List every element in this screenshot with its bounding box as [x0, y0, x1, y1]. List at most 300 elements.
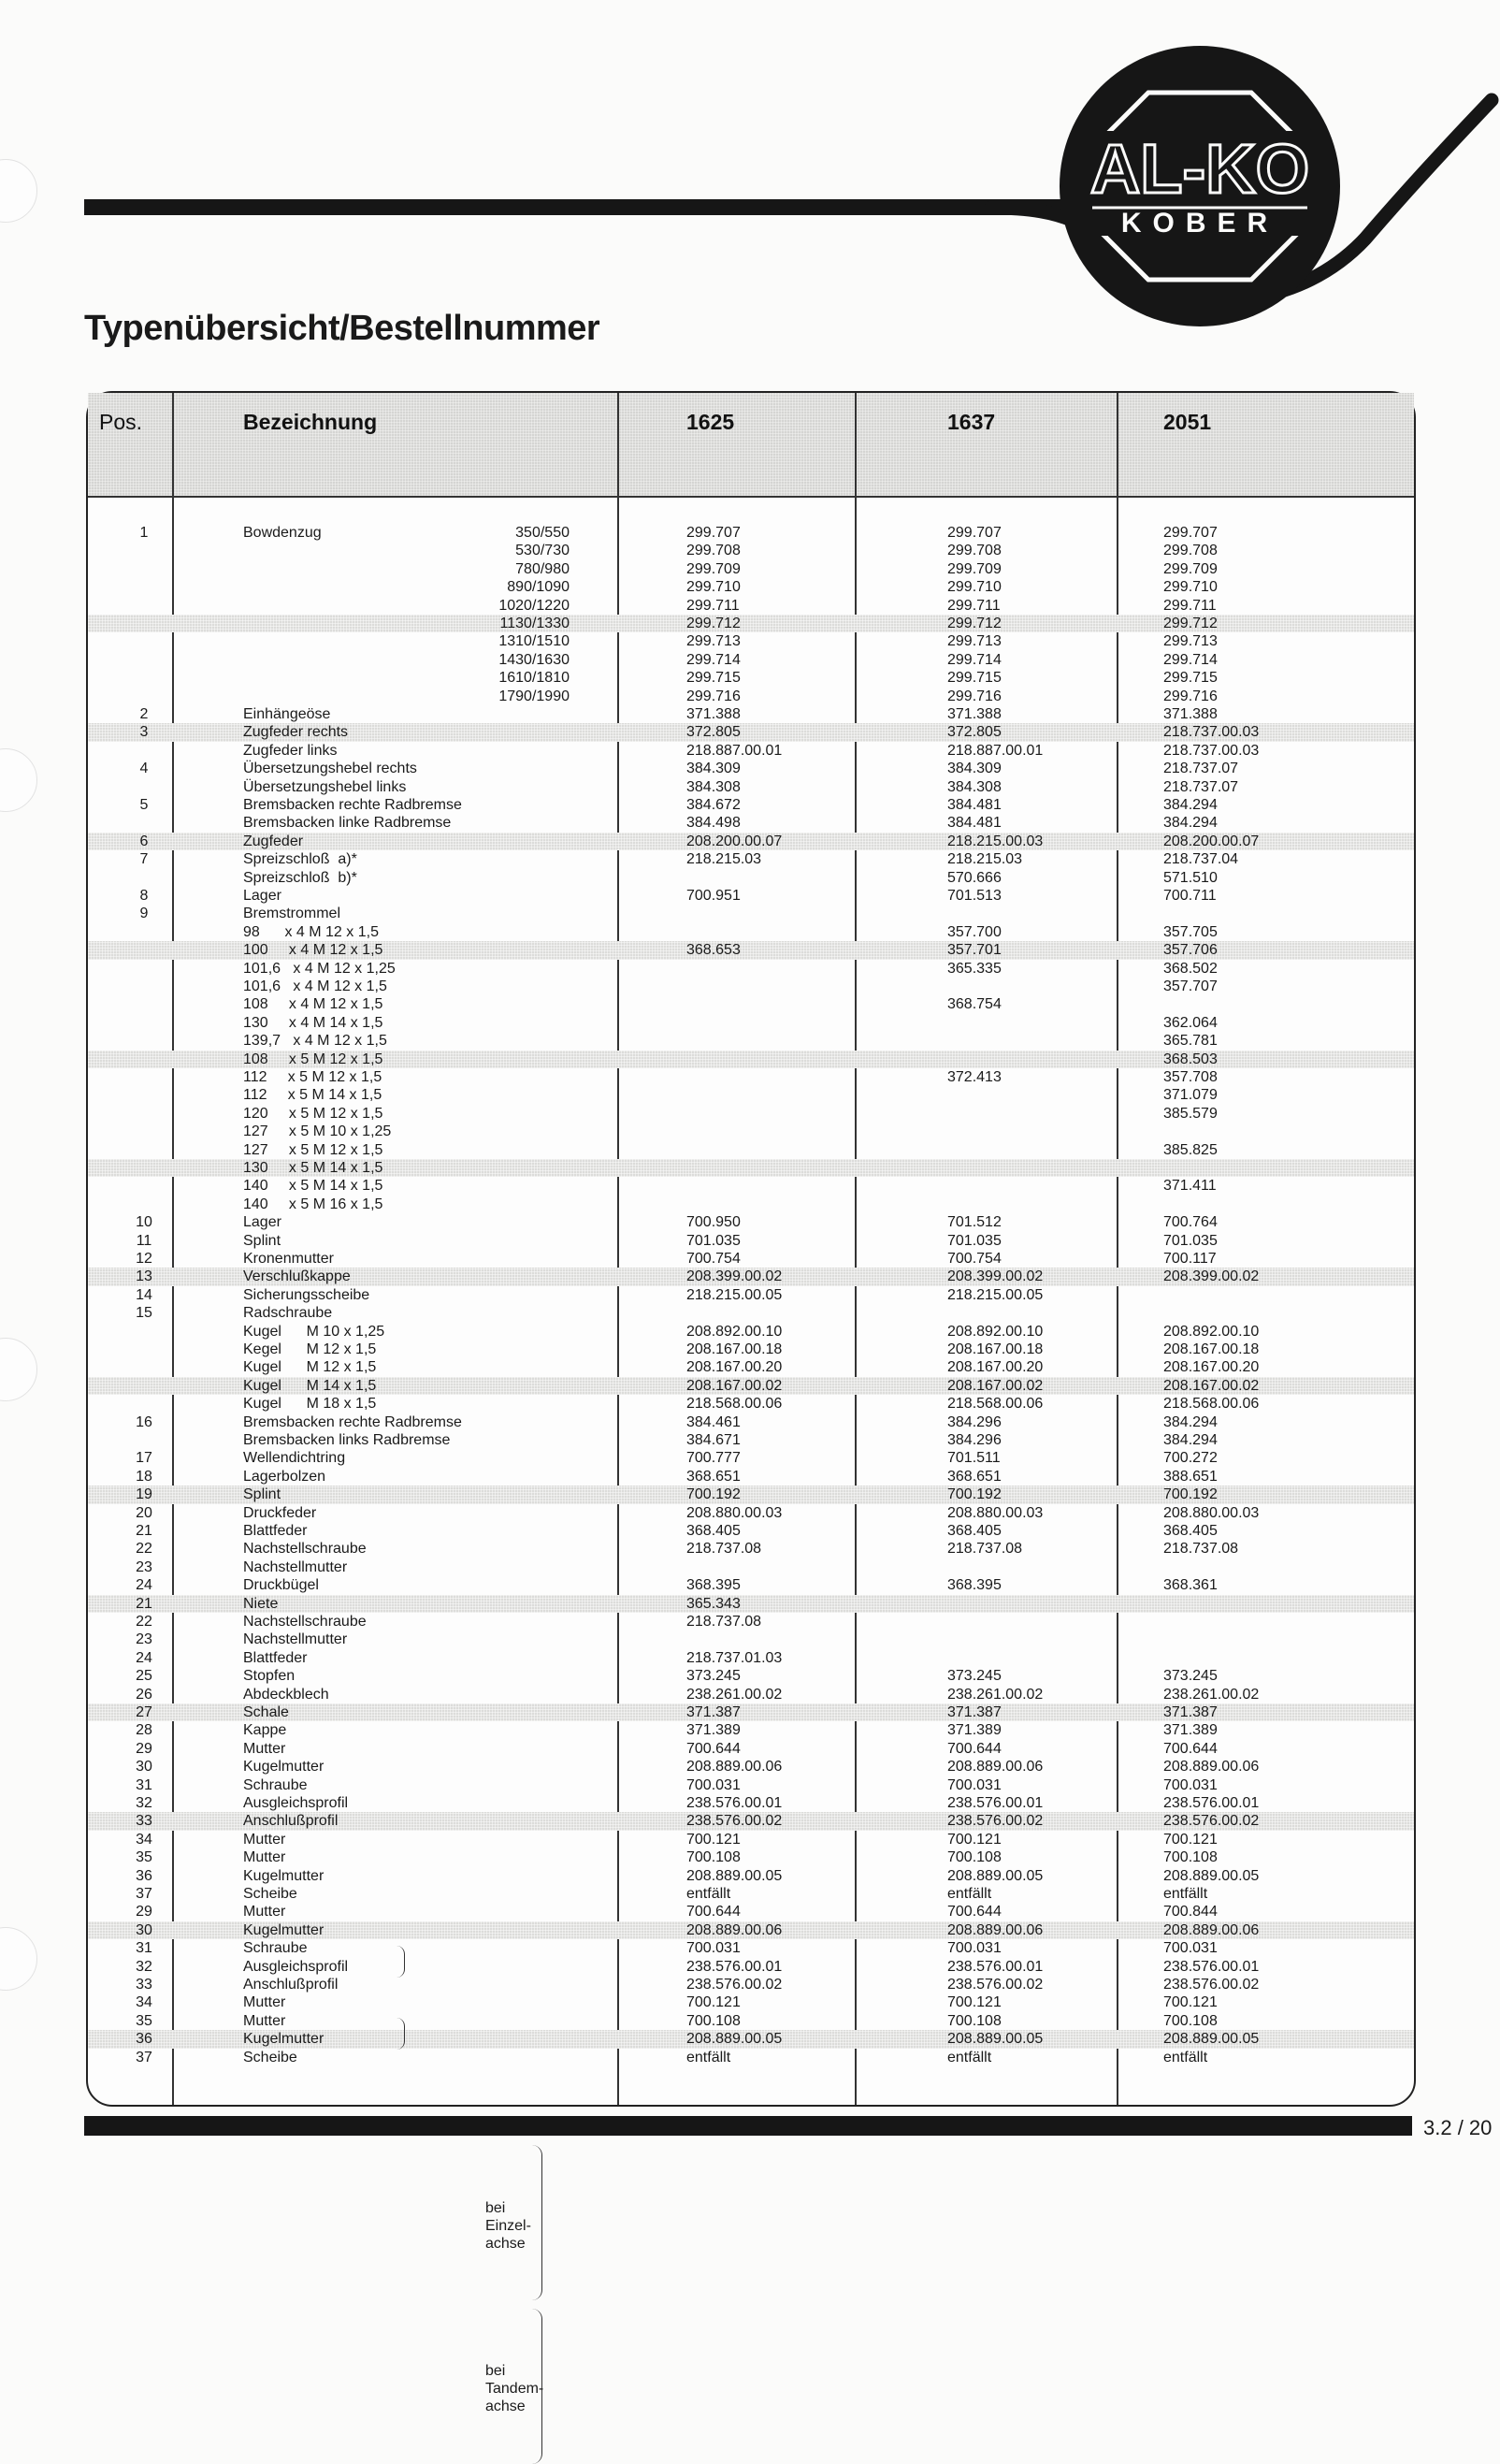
cell-c: 208.880.00.03 [1163, 1504, 1260, 1521]
cell-b: entfällt [947, 2049, 992, 2065]
cell-b: 299.716 [947, 688, 1002, 704]
table-row [88, 1431, 1414, 1449]
cell-pos: 36 [136, 2031, 152, 2048]
cell-a: 373.245 [686, 1668, 741, 1685]
cell-a: 299.712 [686, 616, 741, 631]
cell-a: 299.708 [686, 543, 741, 559]
cell-b: 371.388 [947, 706, 1002, 722]
table-row [88, 669, 1414, 687]
page-number: 3.2 / 20 [1423, 2116, 1493, 2139]
table-row [88, 1086, 1414, 1104]
cell-a: 700.031 [686, 1776, 741, 1793]
cell-pos: 5 [139, 797, 149, 813]
cell-b: 384.308 [947, 778, 1002, 795]
table-row [88, 1576, 1414, 1594]
cell-name: Bowdenzug [243, 525, 322, 541]
cell-c: 384.294 [1163, 1413, 1218, 1430]
cell-c: 218.737.07 [1163, 778, 1239, 795]
brace [532, 2145, 542, 2300]
table-row [88, 2012, 1414, 2030]
cell-name: Abdeckblech [243, 1686, 329, 1703]
cell-c: 700.108 [1163, 2012, 1218, 2029]
cell-a: 700.108 [686, 2012, 741, 2029]
cell-c: 357.705 [1163, 923, 1218, 940]
cell-a: 208.880.00.03 [686, 1504, 783, 1521]
cell-pos: 12 [136, 1251, 152, 1267]
cell-c: 299.710 [1163, 579, 1218, 596]
cell-b: 299.709 [947, 560, 1002, 577]
cell-b: 371.387 [947, 1704, 1002, 1720]
cell-c: 208.167.00.02 [1163, 1377, 1260, 1394]
cell-b: 208.399.00.02 [947, 1268, 1044, 1285]
cell-c: 299.707 [1163, 525, 1218, 541]
table-row [88, 542, 1414, 559]
cell-c: 299.712 [1163, 616, 1218, 631]
cell-b: 218.215.03 [947, 851, 1023, 868]
cell-pos: 11 [136, 1232, 152, 1249]
cell-b: 299.711 [947, 597, 1001, 614]
cell-c: 700.121 [1163, 1994, 1218, 2011]
cell-a: 238.576.00.01 [686, 1795, 783, 1811]
alko-kober-logo [1055, 41, 1345, 331]
cell-name: Schale [243, 1704, 289, 1720]
cell-name: Kugelmutter [243, 1759, 325, 1776]
cell-c: 299.709 [1163, 560, 1218, 577]
cell-b: 384.296 [947, 1413, 1002, 1430]
cell-name: Einhängeöse [243, 706, 331, 722]
cell-name: Nachstellschraube [243, 1541, 367, 1558]
cell-a: 208.889.00.06 [686, 1759, 783, 1776]
table-row [88, 578, 1414, 596]
table-row [88, 833, 1414, 850]
cell-c: 371.387 [1163, 1704, 1218, 1720]
table-row [88, 1595, 1414, 1613]
cell-a: 208.889.00.05 [686, 2031, 783, 2048]
cell-c: 700.108 [1163, 1849, 1218, 1866]
table-row [88, 850, 1414, 868]
table-row [88, 960, 1414, 978]
cell-name: Anschlußprofil [243, 1813, 339, 1830]
table-row [88, 814, 1414, 832]
cell-a: 218.568.00.06 [686, 1396, 783, 1413]
table-row [88, 742, 1414, 760]
table-row [88, 2049, 1414, 2066]
cell-a: 299.714 [686, 651, 741, 668]
cell-c: 238.576.00.01 [1163, 1958, 1260, 1975]
cell-a: 218.737.08 [686, 1614, 762, 1630]
cell-a: 700.192 [686, 1486, 741, 1503]
cell-c: 218.737.00.03 [1163, 724, 1260, 741]
cell-a: 208.167.00.02 [686, 1377, 783, 1394]
cell-a: 208.200.00.07 [686, 833, 783, 849]
cell-pos: 10 [136, 1214, 152, 1231]
cell-b: 299.712 [947, 616, 1002, 631]
cell-name: Kugelmutter [243, 2031, 325, 2048]
cell-pos: 24 [136, 1577, 152, 1594]
cell-name: Mutter [243, 2012, 286, 2029]
cell-c: 384.294 [1163, 797, 1218, 813]
cell-c: 208.889.00.05 [1163, 2031, 1260, 2048]
cell-name: 112 x 5 M 12 x 1,5 [243, 1069, 382, 1085]
cell-a: 208.399.00.02 [686, 1268, 783, 1285]
cell-pos: 30 [136, 1921, 152, 1938]
table-row [88, 1758, 1414, 1776]
punch-hole [0, 1338, 37, 1401]
cell-pos: 7 [139, 851, 149, 868]
cell-c: 218.737.04 [1163, 851, 1239, 868]
cell-pos: 32 [136, 1958, 152, 1975]
cell-name: Wellendichtring [243, 1450, 346, 1467]
cell-a: 700.754 [686, 1251, 741, 1267]
cell-b: 700.644 [947, 1904, 1002, 1920]
cell-c: 700.117 [1163, 1251, 1217, 1267]
cell-c: 385.579 [1163, 1105, 1218, 1122]
cell-pos: 19 [136, 1486, 152, 1503]
cell-name: Bremsbacken linke Radbremse [243, 815, 452, 832]
table-row [88, 1032, 1414, 1050]
note-einzel-3: achse [485, 2236, 526, 2252]
table-row [88, 651, 1414, 669]
cell-a: 700.950 [686, 1214, 741, 1231]
cell-name: Anschlußprofil [243, 1977, 339, 1993]
cell-c: 368.502 [1163, 960, 1218, 977]
cell-size: 1020/1220 [498, 597, 570, 614]
cell-pos: 22 [136, 1614, 152, 1630]
cell-name: Kugel M 12 x 1,5 [243, 1359, 377, 1376]
table-row [88, 1068, 1414, 1086]
cell-c: 299.708 [1163, 543, 1218, 559]
table-row [88, 1051, 1414, 1068]
cell-pos: 16 [136, 1413, 152, 1430]
table-row [88, 1250, 1414, 1268]
cell-c: 371.389 [1163, 1722, 1218, 1739]
cell-c: 700.121 [1163, 1831, 1218, 1848]
cell-pos: 14 [136, 1286, 152, 1303]
table-row [88, 1268, 1414, 1285]
cell-b: 238.576.00.01 [947, 1958, 1044, 1975]
cell-name: 108 x 5 M 12 x 1,5 [243, 1051, 383, 1067]
cell-a: 208.892.00.10 [686, 1323, 783, 1340]
cell-b: 700.121 [947, 1831, 1002, 1848]
cell-a: 384.671 [686, 1432, 741, 1448]
header-divider [88, 496, 1414, 498]
cell-name: Bremsbacken rechte Radbremse [243, 797, 462, 813]
cell-a: 299.713 [686, 633, 741, 650]
cell-c: 238.576.00.02 [1163, 1977, 1260, 1993]
cell-pos: 2 [139, 706, 149, 722]
page-title: Typenübersicht/Bestellnummer [84, 309, 600, 348]
cell-pos: 21 [136, 1523, 152, 1539]
cell-a: 299.710 [686, 579, 741, 596]
cell-a: 368.395 [686, 1577, 741, 1594]
cell-name: Schraube [243, 1940, 308, 1957]
cell-name: Stopfen [243, 1668, 296, 1685]
cell-b: 372.805 [947, 724, 1002, 741]
cell-c: 371.079 [1163, 1087, 1218, 1104]
cell-name: Lager [243, 1214, 281, 1231]
cell-a: 218.887.00.01 [686, 742, 783, 759]
cell-c: 700.844 [1163, 1904, 1218, 1920]
table-row [88, 2030, 1414, 2048]
table-row [88, 1286, 1414, 1304]
cell-a: 208.889.00.05 [686, 1867, 783, 1884]
cell-a: 299.707 [686, 525, 741, 541]
table-row [88, 778, 1414, 796]
cell-a: 371.388 [686, 706, 741, 722]
cell-b: 208.889.00.06 [947, 1921, 1044, 1938]
table-row [88, 1703, 1414, 1721]
table-row [88, 597, 1414, 615]
cell-b: 238.576.00.02 [947, 1813, 1044, 1830]
cell-b: 299.714 [947, 651, 1002, 668]
cell-c: 208.167.00.20 [1163, 1359, 1260, 1376]
cell-name: Spreizschloß a)* [243, 851, 357, 868]
cell-b: 238.576.00.01 [947, 1795, 1044, 1811]
cell-c: 388.651 [1163, 1468, 1218, 1485]
cell-a: 218.215.00.05 [686, 1286, 783, 1303]
cell-name: Mutter [243, 1904, 286, 1920]
table-row [88, 1721, 1414, 1739]
cell-pos: 21 [136, 1595, 152, 1612]
cell-name: 98 x 4 M 12 x 1,5 [243, 923, 379, 940]
cell-b: 208.167.00.02 [947, 1377, 1044, 1394]
cell-c: 299.713 [1163, 633, 1218, 650]
cell-a: 238.576.00.01 [686, 1958, 783, 1975]
cell-c: 357.706 [1163, 942, 1218, 959]
cell-name: Kugel M 18 x 1,5 [243, 1396, 377, 1413]
cell-pos: 20 [136, 1504, 152, 1521]
logo-text-bottom: KOBER [1120, 208, 1279, 239]
cell-name: Mutter [243, 1831, 286, 1848]
cell-b: 299.715 [947, 670, 1002, 687]
cell-b: 701.512 [947, 1214, 1002, 1231]
cell-name: Mutter [243, 1740, 286, 1757]
cell-pos: 25 [136, 1668, 152, 1685]
cell-pos: 33 [136, 1813, 152, 1830]
cell-pos: 29 [136, 1740, 152, 1757]
parts-table [86, 391, 1416, 2414]
note-tandem-1: bei [485, 2363, 506, 2379]
cell-pos: 31 [136, 1940, 152, 1957]
cell-size: 1430/1630 [498, 651, 570, 668]
cell-c: 571.510 [1163, 869, 1218, 886]
cell-b: 372.413 [947, 1069, 1002, 1085]
cell-b: 701.511 [947, 1450, 1001, 1467]
cell-b: 570.666 [947, 869, 1002, 886]
cell-a: 384.498 [686, 815, 741, 832]
header-name: Bezeichnung [243, 410, 378, 434]
cell-size: 1610/1810 [498, 670, 570, 687]
cell-pos: 22 [136, 1541, 152, 1558]
table-row [88, 1014, 1414, 1032]
cell-pos: 27 [136, 1704, 152, 1720]
table-row [88, 1831, 1414, 1848]
cell-b: 208.167.00.20 [947, 1359, 1044, 1376]
note-tandem-2: Tandem- [485, 2381, 544, 2397]
cell-c: 384.294 [1163, 815, 1218, 832]
table-row [88, 1976, 1414, 1993]
cell-c: 299.714 [1163, 651, 1218, 668]
cell-name: Kronenmutter [243, 1251, 334, 1267]
cell-a: 700.121 [686, 1994, 741, 2011]
cell-b: 299.713 [947, 633, 1002, 650]
table-row [88, 1939, 1414, 1957]
cell-pos: 37 [136, 1886, 152, 1902]
cell-name: Kappe [243, 1722, 287, 1739]
cell-pos: 9 [139, 906, 149, 922]
cell-a: 238.576.00.02 [686, 1813, 783, 1830]
table-row [88, 1232, 1414, 1250]
cell-b: 700.031 [947, 1940, 1002, 1957]
cell-b: 368.395 [947, 1577, 1002, 1594]
cell-a: 700.644 [686, 1740, 741, 1757]
cell-b: 208.889.00.06 [947, 1759, 1044, 1776]
table-row [88, 1885, 1414, 1903]
table-row [88, 1921, 1414, 1939]
cell-c: 362.064 [1163, 1014, 1218, 1031]
cell-b: 299.707 [947, 525, 1002, 541]
cell-b: 208.880.00.03 [947, 1504, 1044, 1521]
table-row [88, 760, 1414, 777]
table-row [88, 1631, 1414, 1648]
cell-a: 701.035 [686, 1232, 741, 1249]
cell-b: 700.754 [947, 1251, 1002, 1267]
cell-b: 700.031 [947, 1776, 1002, 1793]
cell-size: 1130/1330 [499, 616, 570, 631]
cell-name: Bremstrommel [243, 906, 341, 922]
cell-name: Radschraube [243, 1305, 333, 1322]
cell-name: Bremsbacken rechte Radbremse [243, 1413, 462, 1430]
cell-name: 108 x 4 M 12 x 1,5 [243, 996, 383, 1013]
footer-bar [84, 2116, 1412, 2136]
cell-pos: 17 [136, 1450, 152, 1467]
header-1637: 1637 [947, 410, 996, 434]
cell-name: 140 x 5 M 14 x 1,5 [243, 1178, 383, 1195]
cell-b: 218.568.00.06 [947, 1396, 1044, 1413]
cell-pos: 23 [136, 1631, 152, 1648]
table-row [88, 1304, 1414, 1322]
table-row [88, 1504, 1414, 1522]
punch-hole [0, 1927, 37, 1991]
punch-hole [0, 748, 37, 812]
cell-size: 350/550 [515, 525, 570, 541]
cell-c: 357.708 [1163, 1069, 1218, 1085]
cell-pos: 33 [136, 1977, 152, 1993]
table-row [88, 1794, 1414, 1812]
cell-a: 208.889.00.06 [686, 1921, 783, 1938]
cell-a: 218.215.03 [686, 851, 762, 868]
cell-b: 238.576.00.02 [947, 1977, 1044, 1993]
cell-pos: 29 [136, 1904, 152, 1920]
cell-name: 101,6 x 4 M 12 x 1,5 [243, 978, 387, 994]
header-2051: 2051 [1163, 410, 1212, 434]
cell-c: 701.035 [1163, 1232, 1218, 1249]
table-row [88, 1812, 1414, 1830]
cell-b: 700.121 [947, 1994, 1002, 2011]
cell-a: 700.031 [686, 1940, 741, 1957]
cell-name: Mutter [243, 1994, 286, 2011]
table-row [88, 1522, 1414, 1540]
cell-b: 700.192 [947, 1486, 1002, 1503]
cell-c: entfällt [1163, 1886, 1208, 1902]
cell-c: 371.411 [1163, 1178, 1217, 1195]
cell-name: Zugfeder links [243, 742, 338, 759]
cell-pos: 35 [136, 1849, 152, 1866]
cell-pos: 34 [136, 1994, 152, 2011]
table-row [88, 1105, 1414, 1123]
cell-name: 100 x 4 M 12 x 1,5 [243, 942, 383, 959]
cell-pos: 34 [136, 1831, 152, 1848]
punch-hole [0, 159, 37, 223]
cell-c: 700.272 [1163, 1450, 1218, 1467]
cell-name: 140 x 5 M 16 x 1,5 [243, 1196, 383, 1212]
cell-name: Lager [243, 888, 281, 904]
cell-name: Nachstellschraube [243, 1614, 367, 1630]
table-row [88, 1358, 1414, 1376]
cell-name: Niete [243, 1595, 279, 1612]
table-row [88, 1613, 1414, 1631]
cell-c: 700.711 [1163, 888, 1217, 904]
cell-a: 238.261.00.02 [686, 1686, 783, 1703]
table-row [88, 705, 1414, 723]
cell-b: 218.215.00.05 [947, 1286, 1044, 1303]
cell-name: Splint [243, 1232, 281, 1249]
cell-a: 371.387 [686, 1704, 741, 1720]
table-row [88, 887, 1414, 905]
table-row [88, 1686, 1414, 1703]
cell-name: Druckbügel [243, 1577, 319, 1594]
cell-a: 700.644 [686, 1904, 741, 1920]
cell-c: 208.889.00.06 [1163, 1921, 1260, 1938]
cell-a: 299.716 [686, 688, 741, 704]
cell-a: 384.461 [686, 1413, 741, 1430]
cell-b: 299.710 [947, 579, 1002, 596]
cell-name: Zugfeder [243, 833, 304, 849]
brace [397, 2018, 405, 2050]
cell-name: Scheibe [243, 2049, 297, 2065]
cell-pos: 37 [136, 2049, 152, 2065]
cell-a: 368.651 [686, 1468, 741, 1485]
table-row [88, 905, 1414, 922]
table-row [88, 1196, 1414, 1213]
cell-a: 365.343 [686, 1595, 741, 1612]
cell-pos: 36 [136, 1867, 152, 1884]
cell-pos: 15 [136, 1305, 152, 1322]
cell-c: 208.200.00.07 [1163, 833, 1260, 849]
table-row [88, 1667, 1414, 1685]
table-row [88, 1123, 1414, 1140]
table-row [88, 688, 1414, 705]
cell-size: 1310/1510 [498, 633, 570, 650]
table-row [88, 1159, 1414, 1177]
cell-name: 127 x 5 M 12 x 1,5 [243, 1141, 383, 1158]
cell-c: 299.715 [1163, 670, 1218, 687]
cell-pos: 30 [136, 1759, 152, 1776]
cell-b: 701.035 [947, 1232, 1002, 1249]
table-row [88, 1958, 1414, 1976]
brace [397, 1946, 405, 1978]
table-header [88, 393, 1414, 496]
table-row [88, 1993, 1414, 2011]
cell-name: Verschlußkappe [243, 1268, 351, 1285]
table-row [88, 995, 1414, 1013]
cell-b: 357.700 [947, 923, 1002, 940]
cell-c: 218.737.00.03 [1163, 742, 1260, 759]
cell-name: Nachstellmutter [243, 1631, 348, 1648]
cell-name: Blattfeder [243, 1649, 308, 1666]
cell-a: 368.653 [686, 942, 741, 959]
cell-b: 700.108 [947, 2012, 1002, 2029]
